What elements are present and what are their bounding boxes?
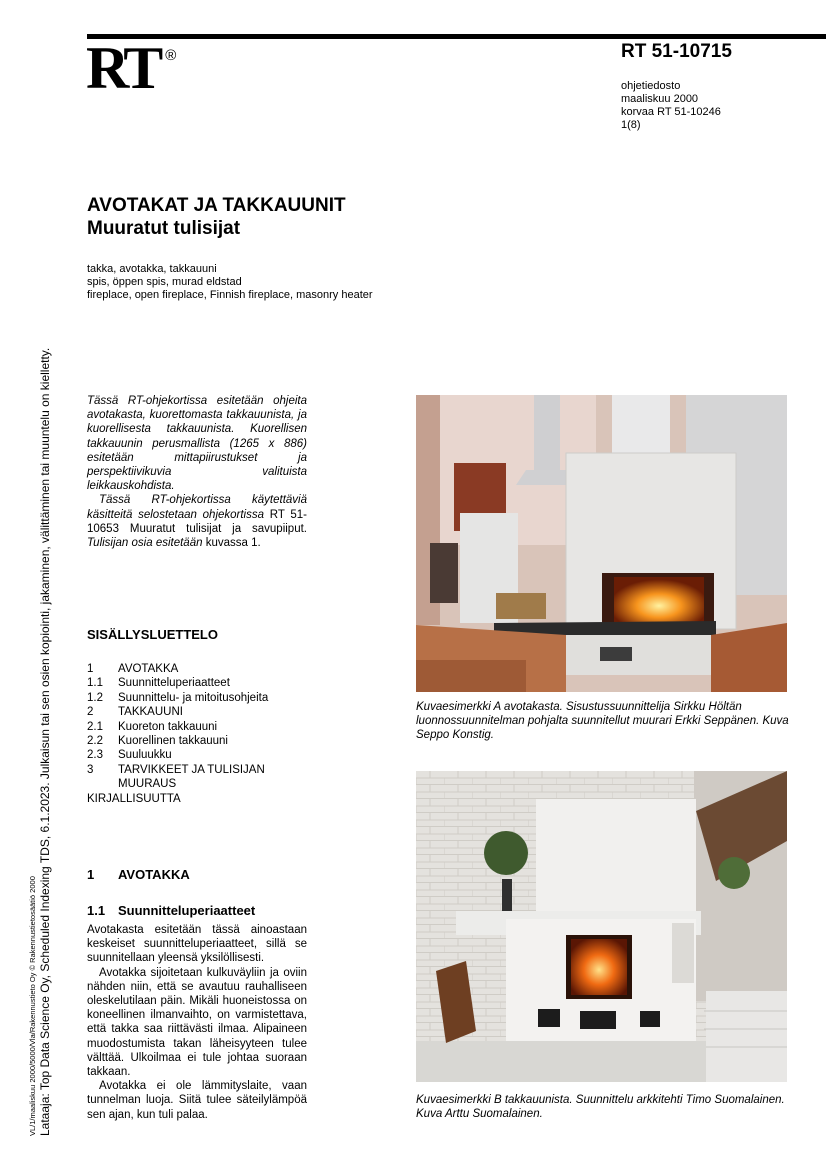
toc-item[interactable]: 2.1 Kuoreton takkauuni [87,720,218,733]
toc-item[interactable]: 2.3 Suuluukku [87,749,172,762]
toc-item[interactable]: KIRJALLISUUTTA [87,792,181,805]
subsection-heading: 1.1 Suunnitteluperiaatteet [87,903,256,918]
caption-b: Kuvaesimerkki B takkauunista. Suunnittelu arkkitehti Timo Suomalainen. Kuva Arttu Suomalainen. [416,1094,785,1121]
section-body [87,923,307,1122]
photo-open-fireplace [416,395,787,692]
toc-item[interactable]: 1.2 Suunnittelu- ja mitoitusohjeita [87,691,269,704]
intro-paragraph: Tässä RT-ohjekortissa esitetään ohjeita avotakasta, kuorettomasta takkauunista, ja kuorellisesta takkauunista. Kuorellisen takkauunin perusmallista (1265 x 886) esitetään mittapiirustukset ja perspektiivikuvia valituista leikkauskohdista. [87,395,307,493]
rt-logo: RT ® [86,35,177,101]
meta-line: maaliskuu 2000 [621,93,699,105]
toc-item[interactable]: 2.2 Kuorellinen takkauuni [87,735,228,748]
keywords-fi: takka, avotakka, takkauuni [87,263,217,275]
toc-item[interactable]: 3 TARVIKKEET JA TULISIJAN MUURAUS [87,763,265,791]
keywords [87,263,373,302]
keywords-en: fireplace, open fireplace, Finnish fireplace, masonry heater [87,289,373,301]
intro-text [87,394,307,550]
side-note-download: Lataaja: Top Data Science Oy, Scheduled Indexing TDS, 6.1.2023. Julkaisun tai sen osien kopiointi, jakaminen, välittäminen tai muuntelu on kielletty. [38,347,52,1136]
document-number: RT 51-10715 [621,41,732,62]
body-paragraph: Avotakka sijoitetaan kulkuväyliin ja oviin nähden niin, että se avautuu rauhalliseen oleskelutilaan päin. Mikäli huoneistossa on koneellinen ilmanvaihto, on varmistettava, että takka saa riittävästi ilmaa. Alipaineen muodostumista takan läheisyyteen tulee välttää. Ulkoilmaa ei tule johtaa suoraan takkaan. [87,966,307,1079]
title-main: AVOTAKAT JA TAKKAUUNIT [87,195,346,216]
intro-paragraph: Tässä RT-ohjekortissa käytettäviä käsitteitä selostetaan ohjekortissa RT 51-10653 Muuratut tulisijat ja savupiiput. Tulisijan osia esitetään kuvassa 1. [87,494,307,550]
title-sub: Muuratut tulisijat [87,218,241,239]
keywords-sv: spis, öppen spis, murad eldstad [87,276,242,288]
document-title [87,194,346,240]
meta-line: korvaa RT 51-10246 [621,106,721,118]
photo-masonry-heater [416,771,787,1082]
section-heading: 1 AVOTAKKA [87,867,190,882]
table-of-contents [87,662,317,806]
masonry-heater-illustration [416,771,787,1082]
open-fireplace-illustration [416,395,787,692]
side-note-copyright: VL/1/maaliskuu 2000/5000/Vla/Rakennustieto Oy © Rakennustietosäätiö 2000 [28,876,37,1136]
document-meta [621,80,721,132]
body-paragraph: Avotakasta esitetään tässä ainoastaan keskeiset suunnitteluperiaatteet, sillä se suunnitellaan yleensä yksilöllisesti. [87,924,307,965]
meta-line: ohjetiedosto [621,80,681,92]
body-paragraph: Avotakka ei ole lämmityslaite, vaan tunnelman luoja. Siitä tulee säteilylämpöä sen ajan, kun tuli palaa. [87,1080,307,1121]
header-rule [87,34,826,39]
meta-line: 1(8) [621,119,641,131]
toc-item[interactable]: 1 AVOTAKKA [87,663,179,675]
toc-item[interactable]: 2 TAKKAUUNI [87,706,183,719]
toc-item[interactable]: 1.1 Suunnitteluperiaatteet [87,677,230,690]
toc-heading: SISÄLLYSLUETTELO [87,627,218,642]
caption-a: Kuvaesimerkki A avotakasta. Sisustussuunnittelija Sirkku Höltän luonnossuunnitelman pohjalta suunnitellut muurari Erkki Seppänen. Kuva Seppo Konstig. [416,701,789,742]
